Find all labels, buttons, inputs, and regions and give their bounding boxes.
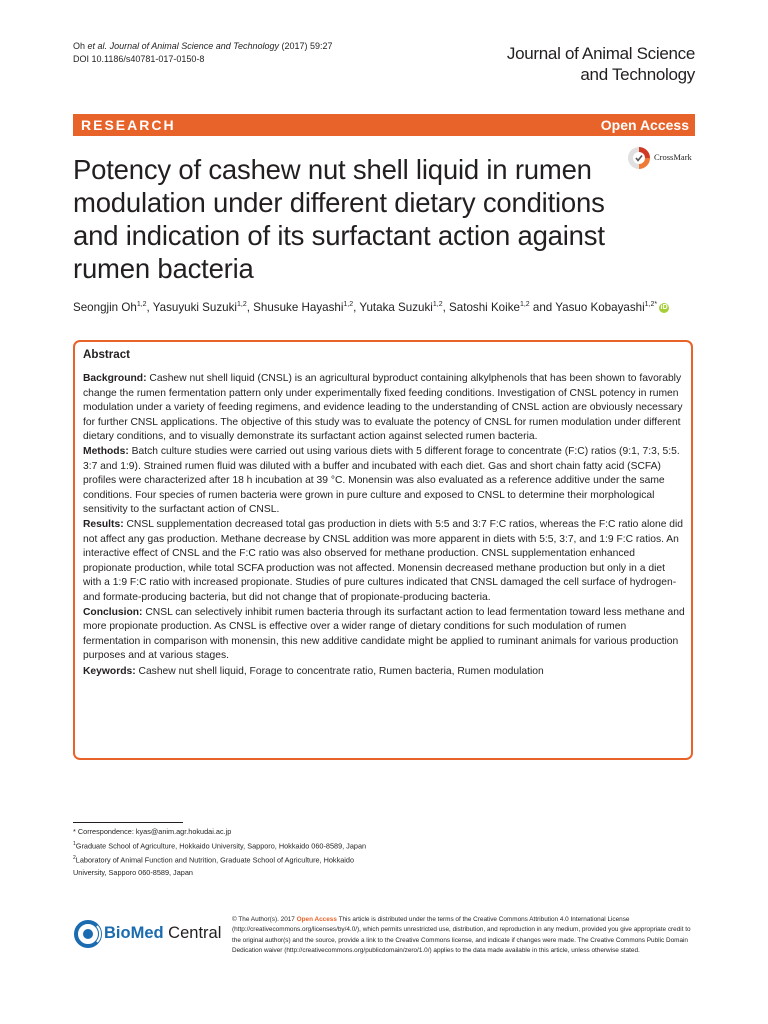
crossmark-label: CrossMark (654, 152, 692, 162)
background-text: Cashew nut shell liquid (CNSL) is an agricultural byproduct containing alkylphenols that has been shown to favorably change the rumen fermentation pattern only under experimentally fixed feeding conditions. Investigation of CNSL potency in rumen modulation under a variety of feeding regimens, and evidence leading to the understanding of CNSL action are obviously necessary for further CNSL applications. The objective of this study was to evaluate the potency of CNSL for rumen modulation under different dietary conditions, and to visually demonstrate its surfactant action against selected rumen bacteria. (83, 373, 683, 443)
author-name[interactable]: Seongjin Oh (73, 300, 137, 314)
affiliation-2-text: Laboratory of Animal Function and Nutrition, Graduate School of Agriculture, Hokkaido University, Sapporo 060-8589, Japan (73, 855, 355, 877)
affiliation-1 (73, 838, 373, 852)
keywords-label: Keywords: (83, 665, 136, 677)
abstract-methods (83, 445, 685, 517)
author-separator: , (246, 300, 254, 314)
footnotes (73, 826, 373, 879)
license-body: This article is distributed under the terms of the Creative Commons Attribution 4.0 International License (http://creativecommons.org/licenses/by/4.0/), which permits unrestricted use, distribution, and reproduction in any medium, provided you give appropriate credit to the original author(s) and the source, provide a link to the Creative Commons license, and indicate if changes were made. The Creative Commons Public Domain Dedication waiver (http://creativecommons.org/publicdomain/zero/1.0/) applies to the data made available in this article, unless otherwise stated. (232, 916, 691, 954)
author-separator: , (442, 300, 450, 314)
copyright-notice: © The Author(s). 2017 (232, 916, 297, 923)
author-affiliation-marker: 1,2 (236, 301, 247, 308)
results-text: CNSL supplementation decreased total gas production in diets with 5:5 and 3:7 F:C ratios, whereas the F:C ratio alone did not affect any gas production. Methane decrease by CNSL addition was more apparent in diets with 5:5, 3:7, and 1:9 F:C ratios. An interactive effect of CNSL and the F:C ratio was also observed for methane production. CNSL supplementation enhanced propionate production, while total SCFA production was not affected. Monensin decreased methane production but only in a diet with a 1:9 F:C ratio with increased propionate. Studies of pure cultures indicated that CNSL damaged the cell surface of hydrogen- and formate-producing bacteria, but did not change that of propionate-producing bacteria. (83, 519, 684, 603)
author-affiliation-marker: 1,2 (432, 301, 443, 308)
abstract-content (83, 348, 685, 680)
abstract-background (83, 372, 685, 444)
keywords-text: Cashew nut shell liquid, Forage to concentrate ratio, Rumen bacteria, Rumen modulation (135, 665, 544, 677)
citation-year-volume: (2017) 59:27 (279, 41, 333, 51)
author-name[interactable]: Yutaka Suzuki (359, 300, 433, 314)
biomed-central-logo (73, 916, 223, 952)
doi-link[interactable]: DOI 10.1186/s40781-017-0150-8 (73, 54, 205, 64)
citation-header (73, 40, 333, 66)
orcid-icon[interactable]: iD (660, 303, 668, 311)
citation-etal: et al. (87, 41, 108, 51)
journal-name-line2: and Technology (580, 65, 695, 84)
author-affiliation-marker: 1,2 (519, 301, 530, 308)
author-affiliation-marker: 1,2 (343, 301, 354, 308)
correspondence-note[interactable]: * Correspondence: kyas@anim.agr.hokudai.ac.jp (73, 827, 232, 836)
crossmark-badge[interactable] (627, 146, 707, 170)
journal-name (435, 43, 695, 85)
citation-author: Oh (73, 41, 86, 51)
author-list (73, 297, 703, 316)
author-separator: , (353, 300, 360, 314)
open-access-label: Open Access (600, 117, 689, 133)
author-name[interactable]: Shusuke Hayashi (253, 300, 344, 314)
conclusion-text: CNSL can selectively inhibit rumen bacteria through its surfactant action to lead fermentation toward less methane and more propionate production. As CNSL is effective over a wider range of dietary conditions for such modulation of rumen fermentation in comparison with monensin, this new additive candidate might be applied to ruminant animals for various production purposes and at various stages. (83, 606, 685, 662)
abstract-keywords (83, 665, 685, 679)
abstract-results (83, 518, 685, 604)
publisher-name-regular: Central (163, 924, 222, 942)
results-label: Results: (83, 519, 124, 531)
article-type-label: RESEARCH (81, 117, 176, 133)
affiliation-1-text: Graduate School of Agriculture, Hokkaido University, Sapporo, Hokkaido 060-8589, Japan (75, 841, 367, 851)
author-affiliation-marker: 1,2 (136, 301, 147, 308)
author-name[interactable]: Yasuo Kobayashi (555, 300, 645, 314)
author-affiliation-marker: 1,2* (644, 301, 658, 308)
author-separator: and (529, 300, 556, 314)
journal-name-line1: Journal of Animal Science (506, 44, 695, 63)
author-separator: , (146, 300, 153, 314)
author-name[interactable]: Yasuyuki Suzuki (152, 300, 237, 314)
article-title: Potency of cashew nut shell liquid in rumen modulation under different dietary conditions and indication of its surfactant action against rumen bacteria (73, 154, 605, 284)
footnote-divider (73, 822, 183, 823)
license-open-access: Open Access (296, 916, 337, 923)
article-type-banner (73, 114, 695, 136)
publisher-name-bold: BioMed (104, 924, 164, 942)
citation-journal: Journal of Animal Science and Technology (109, 41, 280, 51)
affiliation-2-marker: 2 (73, 855, 76, 862)
abstract-conclusion (83, 606, 685, 664)
affiliation-1-marker: 1 (73, 841, 76, 847)
methods-text: Batch culture studies were carried out using various diets with 5 different forage to concentrate (F:C) ratios (9:1, 7:3, 5:5. 3:7 and 1:9). Strained rumen fluid was diluted with a buffer and incubated with each diet. Gas and short chain fatty acid (SCFA) profiles were characterized after 18 h incubation at 39 °C. Monensin was also evaluated as a reference additive under the same conditions. Four species of rumen bacteria were grown in pure culture and exposed to CNSL to determine their morphological sensitivity to the surfactant action of CNSL. (83, 446, 680, 516)
conclusion-label: Conclusion: (83, 606, 143, 618)
citation-line (73, 40, 333, 53)
author-name[interactable]: Satoshi Koike (449, 300, 520, 314)
methods-label: Methods: (83, 446, 129, 458)
affiliation-2 (73, 852, 373, 878)
license-text (232, 915, 697, 956)
background-label: Background: (83, 373, 147, 385)
abstract-heading: Abstract (83, 348, 131, 361)
